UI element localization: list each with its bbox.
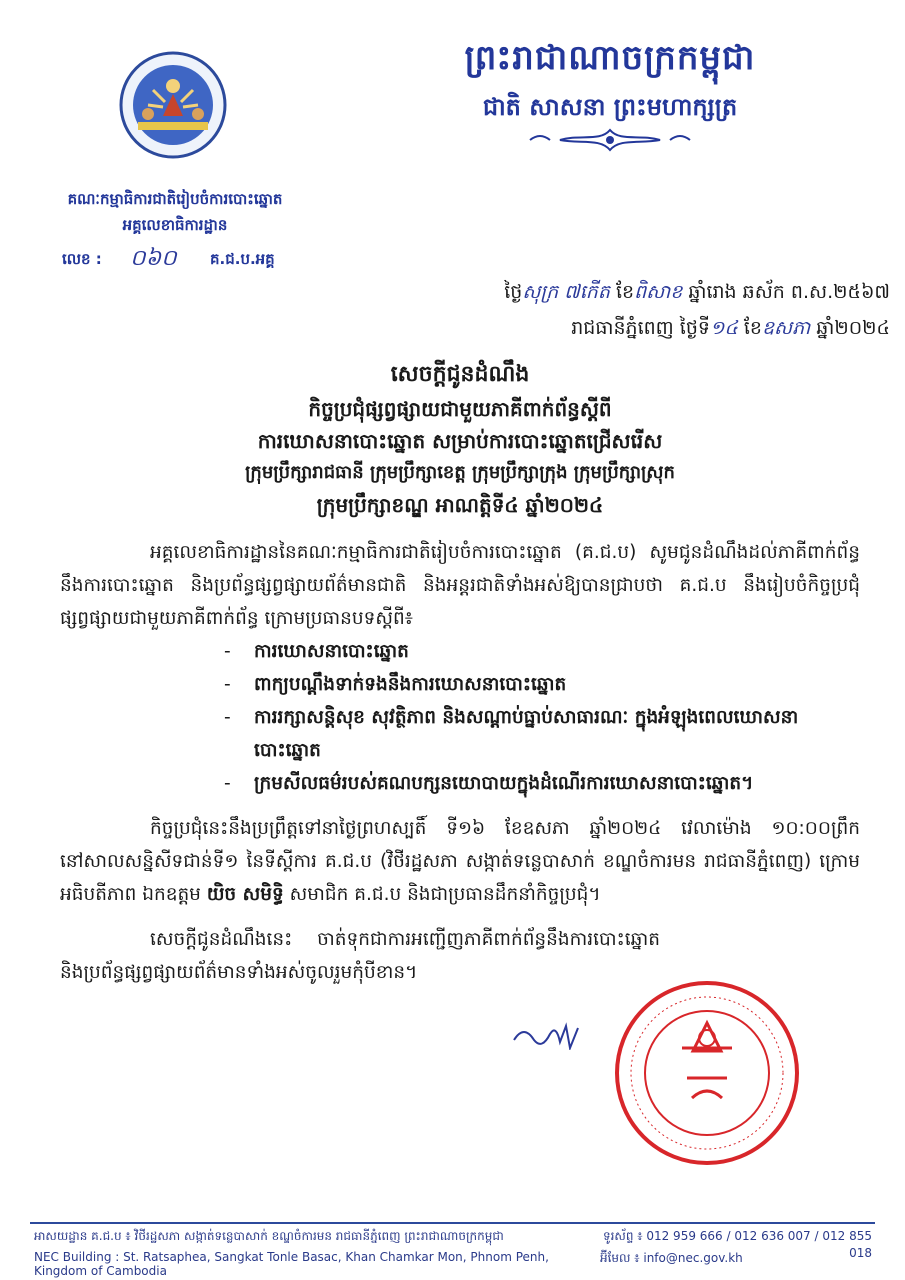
topic-item: - ការឃោសនាបោះឆ្នោត [224, 641, 409, 662]
ref-label: លេខ : [62, 250, 102, 268]
notice-title-line4: ក្រុមប្រឹក្សាខណ្ឌ អាណត្តិទី៤ ឆ្នាំ២០២៤ [316, 493, 604, 517]
notice-title-line1: កិច្ចប្រជុំផ្សព្វផ្សាយជាមួយភាគីពាក់ព័ន្ធស្តីពី [308, 397, 612, 421]
notice-heading: សេចក្តីជូនដំណឹង [390, 362, 530, 387]
footer-address-en: NEC Building : St. Ratsaphea, Sangkat Tonle Basac, Khan Chamkar Mon, Phnom Penh, Kingdom of Cambodia [34, 1250, 549, 1278]
meeting-paragraph: កិច្ចប្រជុំនេះនឹងប្រព្រឹត្តទៅនាថ្ងៃព្រហស្បតិ៍ ទី១៦ ខែឧសភា ឆ្នាំ២០២៤ វេលាម៉ោង ១០:០០ព្រឹក នៅសាលសន្និសីទជាន់ទី១ នៃទីស្តីការ គ.ជ.ប (វិថីរដ្ឋសភា សង្កាត់ទន្លេបាសាក់ ខណ្ឌចំការមន រាជធានីភ្នំពេញ) ក្រោមអធិបតីភាព ឯកឧត្តម យិច សមិទ្ធិ សមាជិក គ.ជ.ប និងជាប្រធានដឹកនាំកិច្ចប្រជុំ។ [60, 818, 860, 905]
lunar-month: ពិសាខ [634, 281, 683, 303]
issuer-secretariat: អគ្គលេខាធិការដ្ឋាន [122, 216, 228, 234]
gregorian-date: រាជធានីភ្នំពេញ ថ្ងៃទី១៤ ខែឧសភា ឆ្នាំ២០២៤ [571, 317, 890, 339]
nec-emblem-icon [118, 50, 228, 160]
lunar-phase: ៧កើត [564, 281, 610, 303]
footer-divider [30, 1222, 875, 1224]
signature-initials-icon [510, 1020, 590, 1050]
national-motto: ជាតិ សាសនា ព្រះមហាក្សត្រ [482, 93, 738, 121]
ornament-flourish-icon [520, 124, 700, 158]
chair-name: យិច សមិទ្ធិ [206, 884, 284, 905]
ref-suffix: គ.ជ.ប.អគ្គ [210, 250, 275, 268]
lunar-date: ថ្ងៃសុក្រ ៧កើត ខែពិសាខ ឆ្នាំរោង ឆស័ក ព.ស.២៥៦៧ [504, 281, 890, 303]
notice-body [60, 536, 860, 989]
ref-number: ០៦០ [130, 246, 177, 271]
topic-item: - ពាក្យបណ្តឹងទាក់ទងនឹងការឃោសនាបោះឆ្នោត [224, 674, 567, 695]
lunar-day: សុក្រ [522, 281, 559, 303]
notice-title-line3: ក្រុមប្រឹក្សារាជធានី ក្រុមប្រឹក្សាខេត្ត ក្រុមប្រឹក្សាក្រុង ក្រុមប្រឹក្សាស្រុក [245, 462, 675, 483]
date-day: ១៤ [709, 317, 738, 339]
footer-phone: ទូរស័ព្ទ ៖ 012 959 666 / 012 636 007 / 012 855 018 [602, 1229, 872, 1260]
closing-paragraph: សេចក្តីជូនដំណឹងនេះ ចាត់ទុកជាការអញ្ជើញភាគីពាក់ព័ន្ធនឹងការបោះឆ្នោត និងប្រព័ន្ធផ្សព្វផ្សាយព័ត៌មានទាំងអស់ចូលរួមកុំបីខាន។ [60, 929, 660, 983]
intro-paragraph: អគ្គលេខាធិការដ្ឋាននៃគណៈកម្មាធិការជាតិរៀបចំការបោះឆ្នោត (គ.ជ.ប) សូមជូនដំណឹងដល់ភាគីពាក់ព័ន្ធនឹងការបោះឆ្នោត និងប្រព័ន្ធផ្សព្វផ្សាយព័ត៌មានជាតិ និងអន្តរជាតិទាំងអស់ឱ្យបានជ្រាបថា គ.ជ.ប នឹងរៀបចំកិច្ចប្រជុំផ្សព្វផ្សាយជាមួយភាគីពាក់ព័ន្ធ ក្រោមប្រធានបទស្តីពី៖ [60, 542, 860, 629]
kingdom-title: ព្រះរាជាណាចក្រកម្ពុជា [464, 38, 756, 78]
notice-title-line2: ការឃោសនាបោះឆ្នោត សម្រាប់ការបោះឆ្នោតជ្រើសរើស [257, 429, 663, 453]
footer-email[interactable]: អ៊ីមែល ៖ info@nec.gov.kh [600, 1251, 743, 1265]
topic-item: - ក្រមសីលធម៌របស់គណបក្សនយោបាយក្នុងដំណើរការឃោសនាបោះឆ្នោត។ [224, 773, 754, 794]
footer-address-kh: អាសយដ្ឋាន គ.ជ.ប ៖ វិថីរដ្ឋសភា សង្កាត់ទន្លេបាសាក់ ខណ្ឌចំការមន រាជធានីភ្នំពេញ ព្រះរាជាណាចក្រកម្ពុជា [34, 1229, 504, 1243]
date-month: ឧសភា [761, 317, 811, 339]
official-stamp-icon [612, 978, 802, 1168]
topic-item: - ការរក្សាសន្តិសុខ សុវត្ថិភាព និងសណ្តាប់ធ្នាប់សាធារណៈ ក្នុងអំឡុងពេលឃោសនាបោះឆ្នោត [224, 707, 799, 761]
issuer-committee: គណៈកម្មាធិការជាតិរៀបចំការបោះឆ្នោត [67, 190, 283, 208]
